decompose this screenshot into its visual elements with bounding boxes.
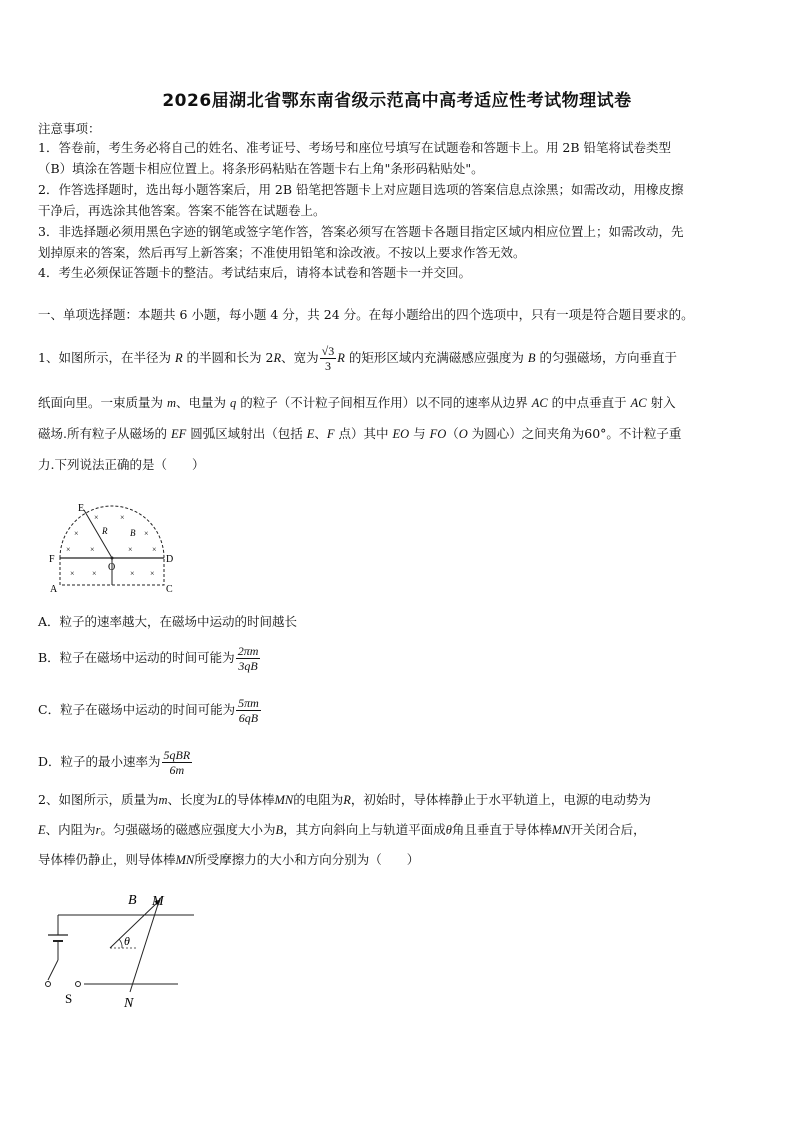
text: 的粒子（不计粒子间相互作用）以不同的速率从边界: [236, 395, 532, 410]
notice-item-1b: （B）填涂在答题卡相应位置上。将条形码粘贴在答题卡右上角"条形码粘贴处"。: [38, 161, 484, 176]
q1-option-a: A．粒子的速率越大，在磁场中运动的时间越长: [38, 614, 298, 629]
q1-figure: [44, 496, 184, 596]
text: 圆弧区域射出（包括: [186, 426, 307, 441]
var-FO: FO: [429, 427, 447, 441]
var-O: O: [458, 427, 468, 441]
cross-mark: ×: [70, 569, 75, 578]
cross-mark: ×: [90, 545, 95, 554]
label-B: B: [130, 528, 136, 538]
text: 角且垂直于导体棒: [451, 822, 552, 837]
text: 、内阻为: [45, 822, 96, 837]
text: D．粒子的最小速率为: [38, 754, 161, 769]
label-A: A: [50, 584, 58, 595]
var-MN: MN: [175, 853, 195, 867]
cross-mark: ×: [92, 569, 97, 578]
label-F: F: [49, 554, 55, 565]
var-EF: EF: [170, 427, 187, 441]
var-R: R: [337, 351, 345, 365]
text: 。匀强磁场的磁感应强度大小为: [100, 822, 276, 837]
page-title: 2026届湖北省鄂东南省级示范高中高考适应性考试物理试卷: [162, 91, 632, 111]
text: 所受摩擦力的大小和方向分别为（ ）: [194, 852, 420, 867]
q2-line-2: [38, 821, 756, 839]
cross-mark: ×: [144, 529, 149, 538]
frac-den: 6qB: [238, 711, 259, 725]
text: 的半圆和长为 2: [182, 350, 274, 365]
label-S: S: [65, 991, 73, 1006]
q1-line-1: [38, 340, 756, 376]
label-M: M: [152, 894, 164, 909]
q2-figure: [38, 888, 208, 1013]
text: ，其方向斜向上与轨道平面成: [283, 822, 446, 837]
var-R: R: [343, 793, 351, 807]
fraction: [236, 696, 261, 725]
var-AC: AC: [630, 396, 647, 410]
var-MN: MN: [274, 793, 294, 807]
sqrt3-over-3: [320, 344, 337, 373]
var-m: m: [166, 396, 177, 410]
fraction: [236, 644, 261, 673]
section-heading: 一、单项选择题：本题共 6 小题，每小题 4 分，共 24 分。在每小题给出的四个选项中，只有一项是符合题目要求的。: [38, 307, 694, 322]
text: 点）其中: [334, 426, 393, 441]
label-O: O: [108, 562, 116, 573]
cross-mark: ×: [130, 569, 135, 578]
frac-num: √3: [321, 344, 335, 358]
notice-heading: 注意事项：: [38, 121, 101, 136]
notice-item-3a: 3．非选择题必须用黑色字迹的钢笔或签字笔作答，答案必须写在答题卡各题目指定区域内相应位置上；如需改动，先: [38, 224, 684, 239]
text: 纸面向里。一束质量为: [38, 395, 167, 410]
label-D: D: [166, 554, 174, 565]
label-C: C: [166, 584, 173, 595]
var-B: B: [275, 823, 284, 837]
q2-line-1: [38, 791, 756, 809]
var-B: B: [527, 351, 536, 365]
text: 、: [314, 426, 327, 441]
text: 射入: [646, 395, 676, 410]
label-E: E: [78, 503, 85, 514]
label-theta: θ: [124, 934, 130, 948]
var-AC: AC: [531, 396, 548, 410]
text: 、宽为: [281, 350, 319, 365]
notice-item-4: 4．考生必须保证答题卡的整洁。考试结束后，请将本试卷和答题卡一并交回。: [38, 265, 471, 280]
var-m: m: [158, 793, 168, 807]
var-EO: EO: [392, 427, 410, 441]
text: （: [446, 426, 459, 441]
fraction: [162, 748, 193, 777]
var-MN: MN: [551, 823, 571, 837]
text: ，初始时，导体棒静止于水平轨道上，电源的电动势为: [350, 792, 651, 807]
frac-num: 2πm: [237, 644, 259, 658]
q1-line-2: [38, 394, 756, 412]
notice-item-1a: 1．答卷前，考生务必将自己的姓名、准考证号、考场号和座位号填写在试题卷和答题卡上。用 2B 铅笔将试卷类型: [38, 140, 672, 155]
cross-mark: ×: [74, 529, 79, 538]
var-R: R: [273, 351, 282, 365]
text: 的电阻为: [293, 792, 344, 807]
text: C．粒子在磁场中运动的时间可能为: [38, 702, 236, 717]
var-theta: θ: [445, 823, 452, 837]
q1-option-c: [38, 692, 756, 728]
text: 的匀强磁场，方向垂直于: [535, 350, 677, 365]
q1-line-3: [38, 425, 756, 443]
var-R: R: [174, 351, 183, 365]
frac-den: 6m: [169, 763, 185, 777]
var-E: E: [38, 823, 46, 837]
text: 导体棒仍静止，则导体棒: [38, 852, 176, 867]
q1-line-4: 力.下列说法正确的是（ ）: [38, 457, 205, 472]
cross-mark: ×: [66, 545, 71, 554]
text: B．粒子在磁场中运动的时间可能为: [38, 650, 235, 665]
notice-item-2a: 2．作答选择题时，选出每小题答案后，用 2B 铅笔把答题卡上对应题目选项的答案信息点涂黑；如需改动，用橡皮擦: [38, 182, 684, 197]
cross-mark: ×: [94, 513, 99, 522]
q2-line-3: [38, 851, 756, 869]
text: 2、如图所示，质量为: [38, 792, 159, 807]
frac-num: 5qBR: [163, 748, 191, 762]
text: 的中点垂直于: [547, 395, 631, 410]
var-L: L: [217, 793, 225, 807]
notice-item-2b: 干净后，再选涂其他答案。答案不能答在试题卷上。: [38, 203, 326, 218]
q1-option-b: [38, 640, 756, 676]
text: 磁场.所有粒子从磁场的: [38, 426, 171, 441]
q1-option-d: [38, 744, 756, 780]
label-R: R: [102, 526, 108, 536]
var-E: E: [306, 427, 315, 441]
label-B: B: [128, 893, 137, 908]
frac-den: 3qB: [238, 659, 258, 673]
cross-mark: ×: [128, 545, 133, 554]
cross-mark: ×: [120, 513, 125, 522]
var-q: q: [230, 396, 237, 410]
text: 1、如图所示，在半径为: [38, 350, 175, 365]
text: 、电量为: [176, 395, 230, 410]
label-N: N: [124, 996, 134, 1011]
text: 与: [409, 426, 430, 441]
text: 、长度为: [167, 792, 218, 807]
text: 的矩形区域内充满磁感应强度为: [344, 350, 528, 365]
frac-num: 5πm: [238, 696, 259, 710]
frac-den: 3: [324, 359, 331, 373]
var-r: r: [95, 823, 101, 837]
cross-mark: ×: [152, 545, 157, 554]
notice-item-3b: 划掉原来的答案，然后再写上新答案；不准使用铅笔和涂改液。不按以上要求作答无效。: [38, 245, 526, 260]
cross-mark: ×: [150, 569, 155, 578]
text: 开关闭合后，: [570, 822, 646, 837]
text: 为圆心）之间夹角为60°。不计粒子重: [467, 426, 682, 441]
var-F: F: [326, 427, 335, 441]
text: 的导体棒: [224, 792, 275, 807]
